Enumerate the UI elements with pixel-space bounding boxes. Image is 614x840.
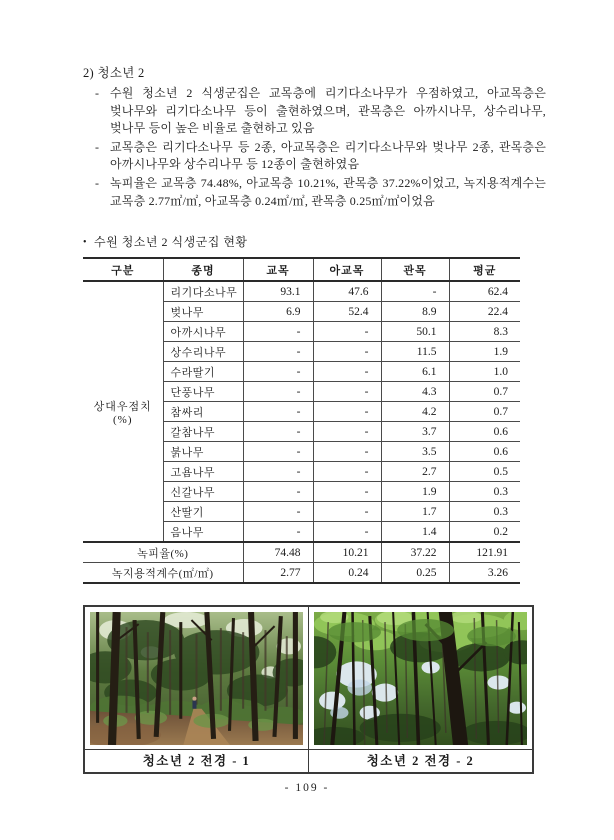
value-cell: 0.24: [313, 563, 381, 584]
value-cell: -: [313, 382, 381, 402]
value-cell: -: [243, 442, 313, 462]
species-cell: 붉나무: [163, 442, 243, 462]
value-cell: -: [313, 442, 381, 462]
species-cell: 수라딸기: [163, 362, 243, 382]
vegetation-table: [83, 257, 520, 584]
species-cell: 상수리나무: [163, 342, 243, 362]
value-cell: -: [243, 502, 313, 522]
group-sublabel: (%): [113, 413, 133, 426]
bullet-text: 교목층은 리기다소나무 등 2종, 아교목층은 리기다소나무와 벚나무 2종, 관목층은 아까시나무와 상수리나무 등 12종이 출현하였음: [110, 139, 546, 172]
value-cell: 0.3: [449, 502, 520, 522]
value-cell: 8.9: [381, 302, 449, 322]
value-cell: 3.5: [381, 442, 449, 462]
value-cell: 1.7: [381, 502, 449, 522]
value-cell: 0.25: [381, 563, 449, 584]
value-cell: -: [313, 402, 381, 422]
bullet-item: [83, 175, 546, 210]
value-cell: -: [313, 422, 381, 442]
table-caption-text: 수원 청소년 2 식생군집 현황: [94, 235, 248, 250]
photo-cell-2: [308, 607, 532, 772]
section-heading: 2) 청소년 2: [83, 66, 145, 80]
bullet-item: [83, 85, 546, 138]
col-header: 종명: [163, 258, 243, 281]
value-cell: -: [243, 482, 313, 502]
col-header: 교목: [243, 258, 313, 281]
value-cell: -: [243, 522, 313, 543]
header-row: [83, 258, 520, 281]
value-cell: 11.5: [381, 342, 449, 362]
species-cell: 고욤나무: [163, 462, 243, 482]
value-cell: 0.7: [449, 402, 520, 422]
photo-frame: [309, 607, 532, 749]
summary-label-cell: 녹지용적계수(㎡/㎡): [83, 563, 243, 584]
value-cell: 6.9: [243, 302, 313, 322]
value-cell: -: [381, 281, 449, 302]
bullet-dash: -: [95, 175, 99, 190]
photo-grid: [83, 605, 534, 774]
value-cell: 1.4: [381, 522, 449, 543]
group-label-cell: [83, 281, 163, 542]
forest-photo-1: [90, 612, 303, 745]
value-cell: 93.1: [243, 281, 313, 302]
species-cell: 산딸기: [163, 502, 243, 522]
value-cell: 50.1: [381, 322, 449, 342]
value-cell: 2.7: [381, 462, 449, 482]
value-cell: 22.4: [449, 302, 520, 322]
table-caption: [83, 233, 546, 250]
species-cell: 아까시나무: [163, 322, 243, 342]
species-cell: 리기다소나무: [163, 281, 243, 302]
page-number: - 109 -: [284, 782, 330, 794]
table-row: [83, 281, 520, 302]
value-cell: 8.3: [449, 322, 520, 342]
value-cell: -: [243, 422, 313, 442]
page-content: [83, 64, 546, 774]
group-label: 상대우점치: [93, 400, 152, 413]
value-cell: 0.6: [449, 422, 520, 442]
bullet-dash: -: [95, 139, 99, 154]
col-header: 구분: [83, 258, 163, 281]
value-cell: 6.1: [381, 362, 449, 382]
value-cell: 0.7: [449, 382, 520, 402]
bullet-dot-icon: •: [83, 237, 88, 249]
photo-caption: 청소년 2 전경 - 1: [85, 749, 308, 772]
value-cell: -: [313, 522, 381, 543]
value-cell: 37.22: [381, 542, 449, 563]
value-cell: -: [313, 362, 381, 382]
photo-caption: 청소년 2 전경 - 2: [309, 749, 532, 772]
value-cell: 3.7: [381, 422, 449, 442]
value-cell: -: [313, 502, 381, 522]
bullet-dash: -: [95, 86, 99, 100]
value-cell: 0.5: [449, 462, 520, 482]
value-cell: 10.21: [313, 542, 381, 563]
value-cell: 121.91: [449, 542, 520, 563]
bullet-list: [83, 85, 546, 210]
value-cell: -: [243, 342, 313, 362]
value-cell: -: [243, 322, 313, 342]
value-cell: 0.3: [449, 482, 520, 502]
photo-cell-1: [85, 607, 308, 772]
value-cell: 2.77: [243, 563, 313, 584]
value-cell: 1.0: [449, 362, 520, 382]
value-cell: -: [313, 322, 381, 342]
species-cell: 단풍나무: [163, 382, 243, 402]
col-header: 아교목: [313, 258, 381, 281]
value-cell: -: [313, 462, 381, 482]
value-cell: 52.4: [313, 302, 381, 322]
col-header: 관목: [381, 258, 449, 281]
value-cell: 47.6: [313, 281, 381, 302]
value-cell: 62.4: [449, 281, 520, 302]
value-cell: 3.26: [449, 563, 520, 584]
photo-frame: [85, 607, 308, 749]
bullet-text: 녹피율은 교목층 74.48%, 아교목층 10.21%, 관목층 37.22%이었고, 녹지용적계수는 교목층 2.77㎡/㎡, 아교목층 0.24㎡/㎡, 관목층 0.25㎡/㎡이었음: [110, 175, 546, 208]
summary-label-cell: 녹피율(%): [83, 542, 243, 563]
value-cell: 1.9: [381, 482, 449, 502]
species-cell: 벚나무: [163, 302, 243, 322]
value-cell: -: [243, 362, 313, 382]
value-cell: -: [313, 342, 381, 362]
col-header: 평균: [449, 258, 520, 281]
value-cell: 4.2: [381, 402, 449, 422]
species-cell: 갈참나무: [163, 422, 243, 442]
species-cell: 참싸리: [163, 402, 243, 422]
value-cell: 0.2: [449, 522, 520, 543]
forest-photo-2: [314, 612, 527, 745]
bullet-text: 수원 청소년 2 식생군집은 교목층에 리기다소나무가 우점하였고, 아교목층은 벚나무와 리기다소나무 등이 출현하였으며, 관목층은 아까시나무, 상수리나무, 벚나무 등이 높은 비율로 출현하고 있음: [110, 86, 546, 136]
summary-row: [83, 542, 520, 563]
species-cell: 신갈나무: [163, 482, 243, 502]
value-cell: 74.48: [243, 542, 313, 563]
species-cell: 음나무: [163, 522, 243, 543]
value-cell: -: [313, 482, 381, 502]
summary-row: [83, 563, 520, 584]
bullet-item: [83, 139, 546, 174]
value-cell: -: [243, 462, 313, 482]
value-cell: -: [243, 382, 313, 402]
value-cell: -: [243, 402, 313, 422]
value-cell: 1.9: [449, 342, 520, 362]
value-cell: 0.6: [449, 442, 520, 462]
value-cell: 4.3: [381, 382, 449, 402]
